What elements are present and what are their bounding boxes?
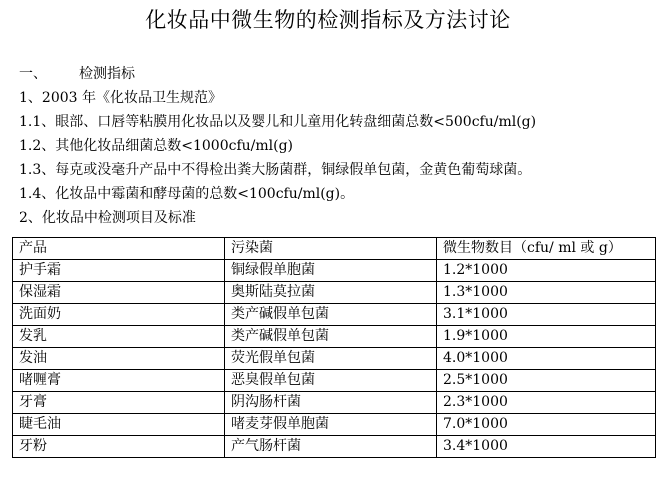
cell-contaminant: 产气肠杆菌: [225, 436, 437, 458]
paragraph-general-limit: 1.2、其他化妆品细菌总数<1000cfu/ml(g): [19, 138, 294, 154]
paragraph-table-intro: 2、化妆品中检测项目及标准: [19, 210, 196, 226]
table-row: [13, 304, 656, 326]
table-row: [13, 436, 656, 458]
table-row: [13, 392, 656, 414]
cell-product: 牙粉: [13, 436, 225, 458]
cell-product: 睫毛油: [13, 414, 225, 436]
cell-product: 牙膏: [13, 392, 225, 414]
section-heading: [19, 64, 135, 84]
cell-contaminant: 阴沟肠杆菌: [225, 392, 437, 414]
cell-product: 啫喱膏: [13, 370, 225, 392]
paragraph-standard: 1、2003 年《化妆品卫生规范》: [19, 90, 222, 106]
cell-product: 保湿霜: [13, 282, 225, 304]
paragraph-mucosa-limit: 1.1、眼部、口唇等粘膜用化妆品以及婴儿和儿童用化转盘细菌总数<500cfu/ml(g): [19, 114, 537, 130]
cell-count: 7.0*1000: [437, 414, 656, 436]
table-row: [13, 370, 656, 392]
table-row: [13, 414, 656, 436]
header-microbe-count: 微生物数目（cfu/ ml 或 g）: [437, 238, 656, 260]
cell-product: 发乳: [13, 326, 225, 348]
cell-count: 2.5*1000: [437, 370, 656, 392]
table-row: [13, 282, 656, 304]
cell-contaminant: 荧光假单包菌: [225, 348, 437, 370]
microbe-table: [12, 237, 656, 458]
cell-product: 发油: [13, 348, 225, 370]
header-product: 产品: [13, 238, 225, 260]
cell-contaminant: 铜绿假单胞菌: [225, 260, 437, 282]
table-header-row: [13, 238, 656, 260]
paragraph-mold-yeast-limit: 1.4、化妆品中霉菌和酵母菌的总数<100cfu/ml(g)。: [19, 186, 355, 202]
cell-contaminant: 类产碱假单包菌: [225, 304, 437, 326]
table-row: [13, 260, 656, 282]
cell-count: 4.0*1000: [437, 348, 656, 370]
cell-contaminant: 奥斯陆莫拉菌: [225, 282, 437, 304]
cell-contaminant: 类产碱假单包菌: [225, 326, 437, 348]
table-row: [13, 326, 656, 348]
cell-count: 3.1*1000: [437, 304, 656, 326]
cell-product: 洗面奶: [13, 304, 225, 326]
cell-count: 1.2*1000: [437, 260, 656, 282]
cell-count: 3.4*1000: [437, 436, 656, 458]
cell-count: 2.3*1000: [437, 392, 656, 414]
cell-contaminant: 啫麦芽假单胞菌: [225, 414, 437, 436]
table-row: [13, 348, 656, 370]
cell-count: 1.9*1000: [437, 326, 656, 348]
cell-count: 1.3*1000: [437, 282, 656, 304]
document-title: 化妆品中微生物的检测指标及方法讨论: [145, 8, 511, 32]
paragraph-forbidden-bacteria: 1.3、每克或没毫升产品中不得检出粪大肠菌群，铜绿假单包菌，金黄色葡萄球菌。: [19, 162, 532, 178]
cell-contaminant: 恶臭假单包菌: [225, 370, 437, 392]
section-number: 一、: [19, 66, 47, 82]
section-title: 检测指标: [79, 66, 135, 82]
cell-product: 护手霜: [13, 260, 225, 282]
header-contaminant: 污染菌: [225, 238, 437, 260]
